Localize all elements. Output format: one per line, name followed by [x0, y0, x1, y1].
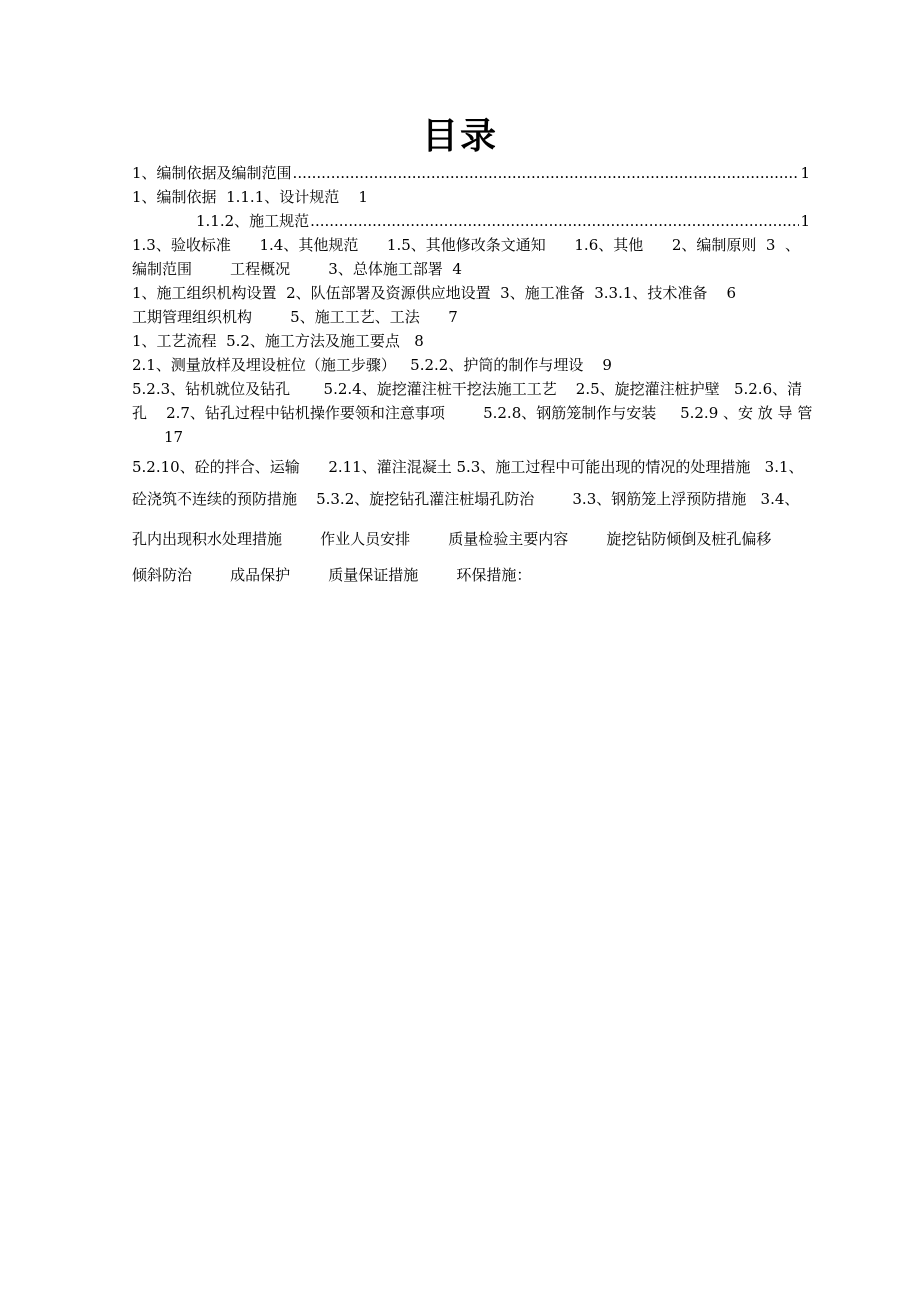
toc-line	[132, 330, 810, 352]
page-title: 目录	[421, 115, 498, 157]
toc-entry-text: 2.1、测量放样及埋设桩位（施工步骤） 5.2.2、护筒的制作与埋设 9	[132, 356, 612, 374]
toc-entry-text: 5.2.10、砼的拌合、运输 2.11、灌注混凝土 5.3、施工过程中可能出现的情况的处理措施 3.1、	[132, 458, 804, 476]
toc-leader-dots	[310, 210, 799, 232]
toc-line	[132, 564, 810, 586]
toc-entry-text: 1.3、验收标准 1.4、其他规范 1.5、其他修改条文通知 1.6、其他 2、编制原则 3 、	[132, 236, 801, 254]
toc-entry-text: 1、施工组织机构设置 2、队伍部署及资源供应地设置 3、施工准备 3.3.1、技术准备 6	[132, 284, 737, 302]
toc-entry-text: 砼浇筑不连续的预防措施 5.3.2、旋挖钻孔灌注桩塌孔防治 3.3、钢筋笼上浮预防措施 3.4、	[132, 490, 800, 508]
toc-line	[132, 234, 810, 256]
toc-line	[132, 528, 810, 550]
toc-line	[132, 456, 810, 478]
toc-line	[164, 426, 810, 448]
toc-line	[132, 186, 810, 208]
toc-entry-text: 孔 2.7、钻孔过程中钻机操作要领和注意事项 5.2.8、钢筋笼制作与安装 5.2.9 、安 放 导 管	[132, 404, 813, 422]
toc-leader-dots	[293, 162, 800, 184]
toc-line	[196, 210, 810, 232]
toc-entry-text: 1、工艺流程 5.2、施工方法及施工要点 8	[132, 332, 424, 350]
toc-entry-text: 1.1.2、施工规范	[196, 212, 310, 230]
toc-line	[132, 306, 810, 328]
toc-entry-text: 1、编制依据及编制范围	[132, 164, 292, 182]
toc-entry-text: 5.2.3、钻机就位及钻孔 5.2.4、旋挖灌注桩干挖法施工工艺 2.5、旋挖灌注桩护壁 5.2.6、清	[132, 380, 803, 398]
toc-page-number: 17	[164, 428, 184, 446]
toc-entry-text: 1、编制依据 1.1.1、设计规范 1	[132, 188, 368, 206]
toc-entry-text: 工期管理组织机构 5、施工工艺、工法 7	[132, 308, 458, 326]
toc-page-number: 1	[800, 212, 810, 230]
toc-entry-text: 倾斜防治 成品保护 质量保证措施 环保措施：	[132, 566, 532, 584]
toc-line	[132, 402, 813, 424]
toc-line	[132, 162, 810, 184]
toc-line	[132, 282, 810, 304]
toc-entry-text: 孔内出现积水处理措施 作业人员安排 质量检验主要内容 旋挖钻防倾倒及桩孔偏移	[132, 530, 772, 548]
toc-line	[132, 354, 810, 376]
toc-line	[132, 488, 810, 510]
toc-line	[132, 378, 810, 400]
toc-line	[132, 258, 810, 280]
toc-page-number: 1	[800, 164, 810, 182]
toc-entry-text: 编制范围 工程概况 3、总体施工部署 4	[132, 260, 462, 278]
